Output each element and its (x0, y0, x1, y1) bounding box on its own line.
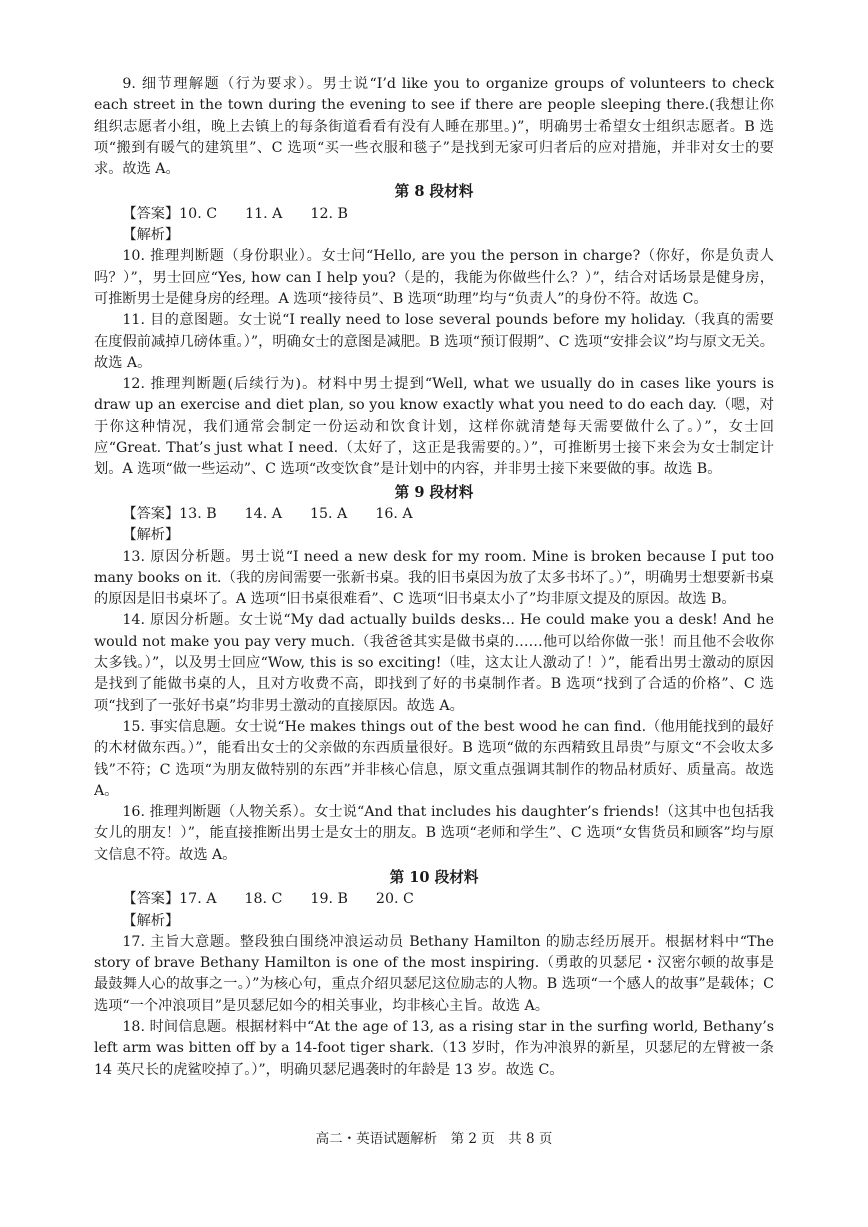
answer-line (94, 889, 774, 910)
answer-item: 10. C (179, 205, 218, 222)
section-9 (94, 482, 774, 866)
answer-item: 17. A (179, 891, 217, 908)
answer-item: 11. A (245, 205, 283, 222)
section-8 (94, 181, 774, 480)
section-title: 第 8 段材料 (394, 183, 474, 201)
paragraph-q15: 15. 事实信息题。女士说“He makes things out of the best wood he can find.（他用能找到的最好的木材做东西。）”，能看出女士的父亲做的东西质量很好。B 选项“做的东西精致且昂贵”与原文“不会收太多钱”不符；C 选项“为朋友做特别的东西”并非核心信息，原文重点强调其制作的物品材质好、质量高。故选 A。 (94, 718, 774, 799)
answer-item: 14. A (244, 505, 282, 522)
section-title: 第 10 段材料 (389, 868, 479, 886)
section-10 (94, 867, 774, 1081)
paragraph-q12: 12. 推理判断题(后续行为)。材料中男士提到“Well, what we usually do in cases like yours is draw up an exercise and diet plan, so you know exactly what you need to do each day.（嗯，对于你这种情况，我们通常会制定一份运动和饮食计划，这样你就清楚每天需要做什么了。）”，女士回应“Great. That’s just what I need.（太好了，这正是我需要的。）”，可推断男士接下来会为女士制定计划。A 选项“做一些运动”、C 选项“改变饮食”是计划中的内容，并非男士接下来要做的事。故选 B。 (94, 376, 774, 478)
answer-item: 18. C (244, 891, 283, 908)
answer-item: 16. A (375, 505, 413, 522)
answer-item: 19. B (310, 891, 348, 908)
answer-item: 20. C (375, 891, 414, 908)
section-title: 第 9 段材料 (394, 483, 474, 501)
paragraph-q11: 11. 目的意图题。女士说“I really need to lose several pounds before my holiday.（我真的需要在度假前减掉几磅体重。）”，明确女士的意图是减肥。B 选项“预订假期”、C 选项“安排会议”均与原文无关。故选 A。 (94, 312, 774, 371)
analysis-label: 【解析】 (122, 912, 180, 929)
paragraph-q16: 16. 推理判断题（人物关系）。女士说“And that includes his daughter’s friends!（这其中也包括我女儿的朋友！）”，能直接推断出男士是女士的朋友。B 选项“老师和学生”、C 选项“女售货员和顾客”均与原文信息不符。故选 A。 (94, 804, 774, 863)
analysis-label: 【解析】 (122, 527, 180, 544)
answer-item: 13. B (179, 505, 217, 522)
answer-line (94, 504, 774, 525)
answer-label: 【答案】 (122, 205, 180, 222)
answer-label: 【答案】 (122, 891, 180, 908)
paragraph-q13: 13. 原因分析题。男士说“I need a new desk for my room. Mine is broken because I put too many books on it.（我的房间需要一张新书桌。我的旧书桌因为放了太多书坏了。）”，明确男士想要新书桌的原因是旧书桌坏了。A 选项“旧书桌很难看”、C 选项“旧书桌太小了”均非原文提及的原因。故选 B。 (94, 548, 774, 608)
paragraph-q14: 14. 原因分析题。女士说“My dad actually builds desks... He could make you a desk! And he would not make you pay very much.（我爸爸其实是做书桌的……他可以给你做一张！而且他不会收你太多钱。）”，以及男士回应“Wow, this is so exciting!（哇，这太让人激动了！）”，能看出男士激动的原因是找到了能做书桌的人，且对方收费不高，即找到了好的书桌制作者。B 选项“找到了合适的价格”、C 选项“找到了一张好书桌”均非男士激动的直接原因。故选 A。 (94, 612, 774, 714)
answer-item: 15. A (309, 505, 348, 522)
paragraph-q9: 9. 细节理解题（行为要求）。男士说“I’d like you to organize groups of volunteers to check each street in the town during the evening to see if there are people sleeping there.(我想让你组织志愿者小组，晚上去镇上的每条街道看看有没有人睡在那里。)”，明确男士希望女士组织志愿者。B 选项“搬到有暖气的建筑里”、C 选项“买一些衣服和毯子”是找到无家可归者后的应对措施，并非对女士的要求。故选 A。 (94, 76, 774, 178)
paragraph-q10: 10. 推理判断题（身份职业）。女士问“Hello, are you the person in charge?（你好，你是负责人吗？）”，男士回应“Yes, how can I help you?（是的，我能为你做些什么？）”，结合对话场景是健身房，可推断男士是健身房的经理。A 选项“接待员”、B 选项“助理”均与“负责人”的身份不符。故选 C。 (94, 248, 774, 307)
paragraph-q18: 18. 时间信息题。根据材料中“At the age of 13, as a rising star in the surfing world, Bethany’s left arm was bitten off by a 14-foot tiger shark.（13 岁时，作为冲浪界的新星，贝瑟尼的左臂被一条 14 英尺长的虎鲨咬掉了。）”，明确贝瑟尼遇袭时的年龄是 13 岁。故选 C。 (94, 1019, 774, 1078)
page-footer: 高二・英语试题解析 第 2 页 共 8 页 (315, 1131, 553, 1147)
analysis-label: 【解析】 (122, 227, 180, 244)
paragraph-q17: 17. 主旨大意题。整段独白围绕冲浪运动员 Bethany Hamilton 的励志经历展开。根据材料中“The story of brave Bethany Hamilton is one of the most inspiring.（勇敢的贝瑟尼・汉密尔顿的故事是最鼓舞人心的故事之一。）”为核心句，重点介绍贝瑟尼这位励志的人物。B 选项“一个感人的故事”是载体；C 选项“一个冲浪项目”是贝瑟尼如今的相关事业，均非核心主旨。故选 A。 (94, 933, 774, 1014)
answer-line (94, 204, 774, 225)
answer-label: 【答案】 (122, 505, 180, 522)
answer-item: 12. B (310, 205, 348, 222)
